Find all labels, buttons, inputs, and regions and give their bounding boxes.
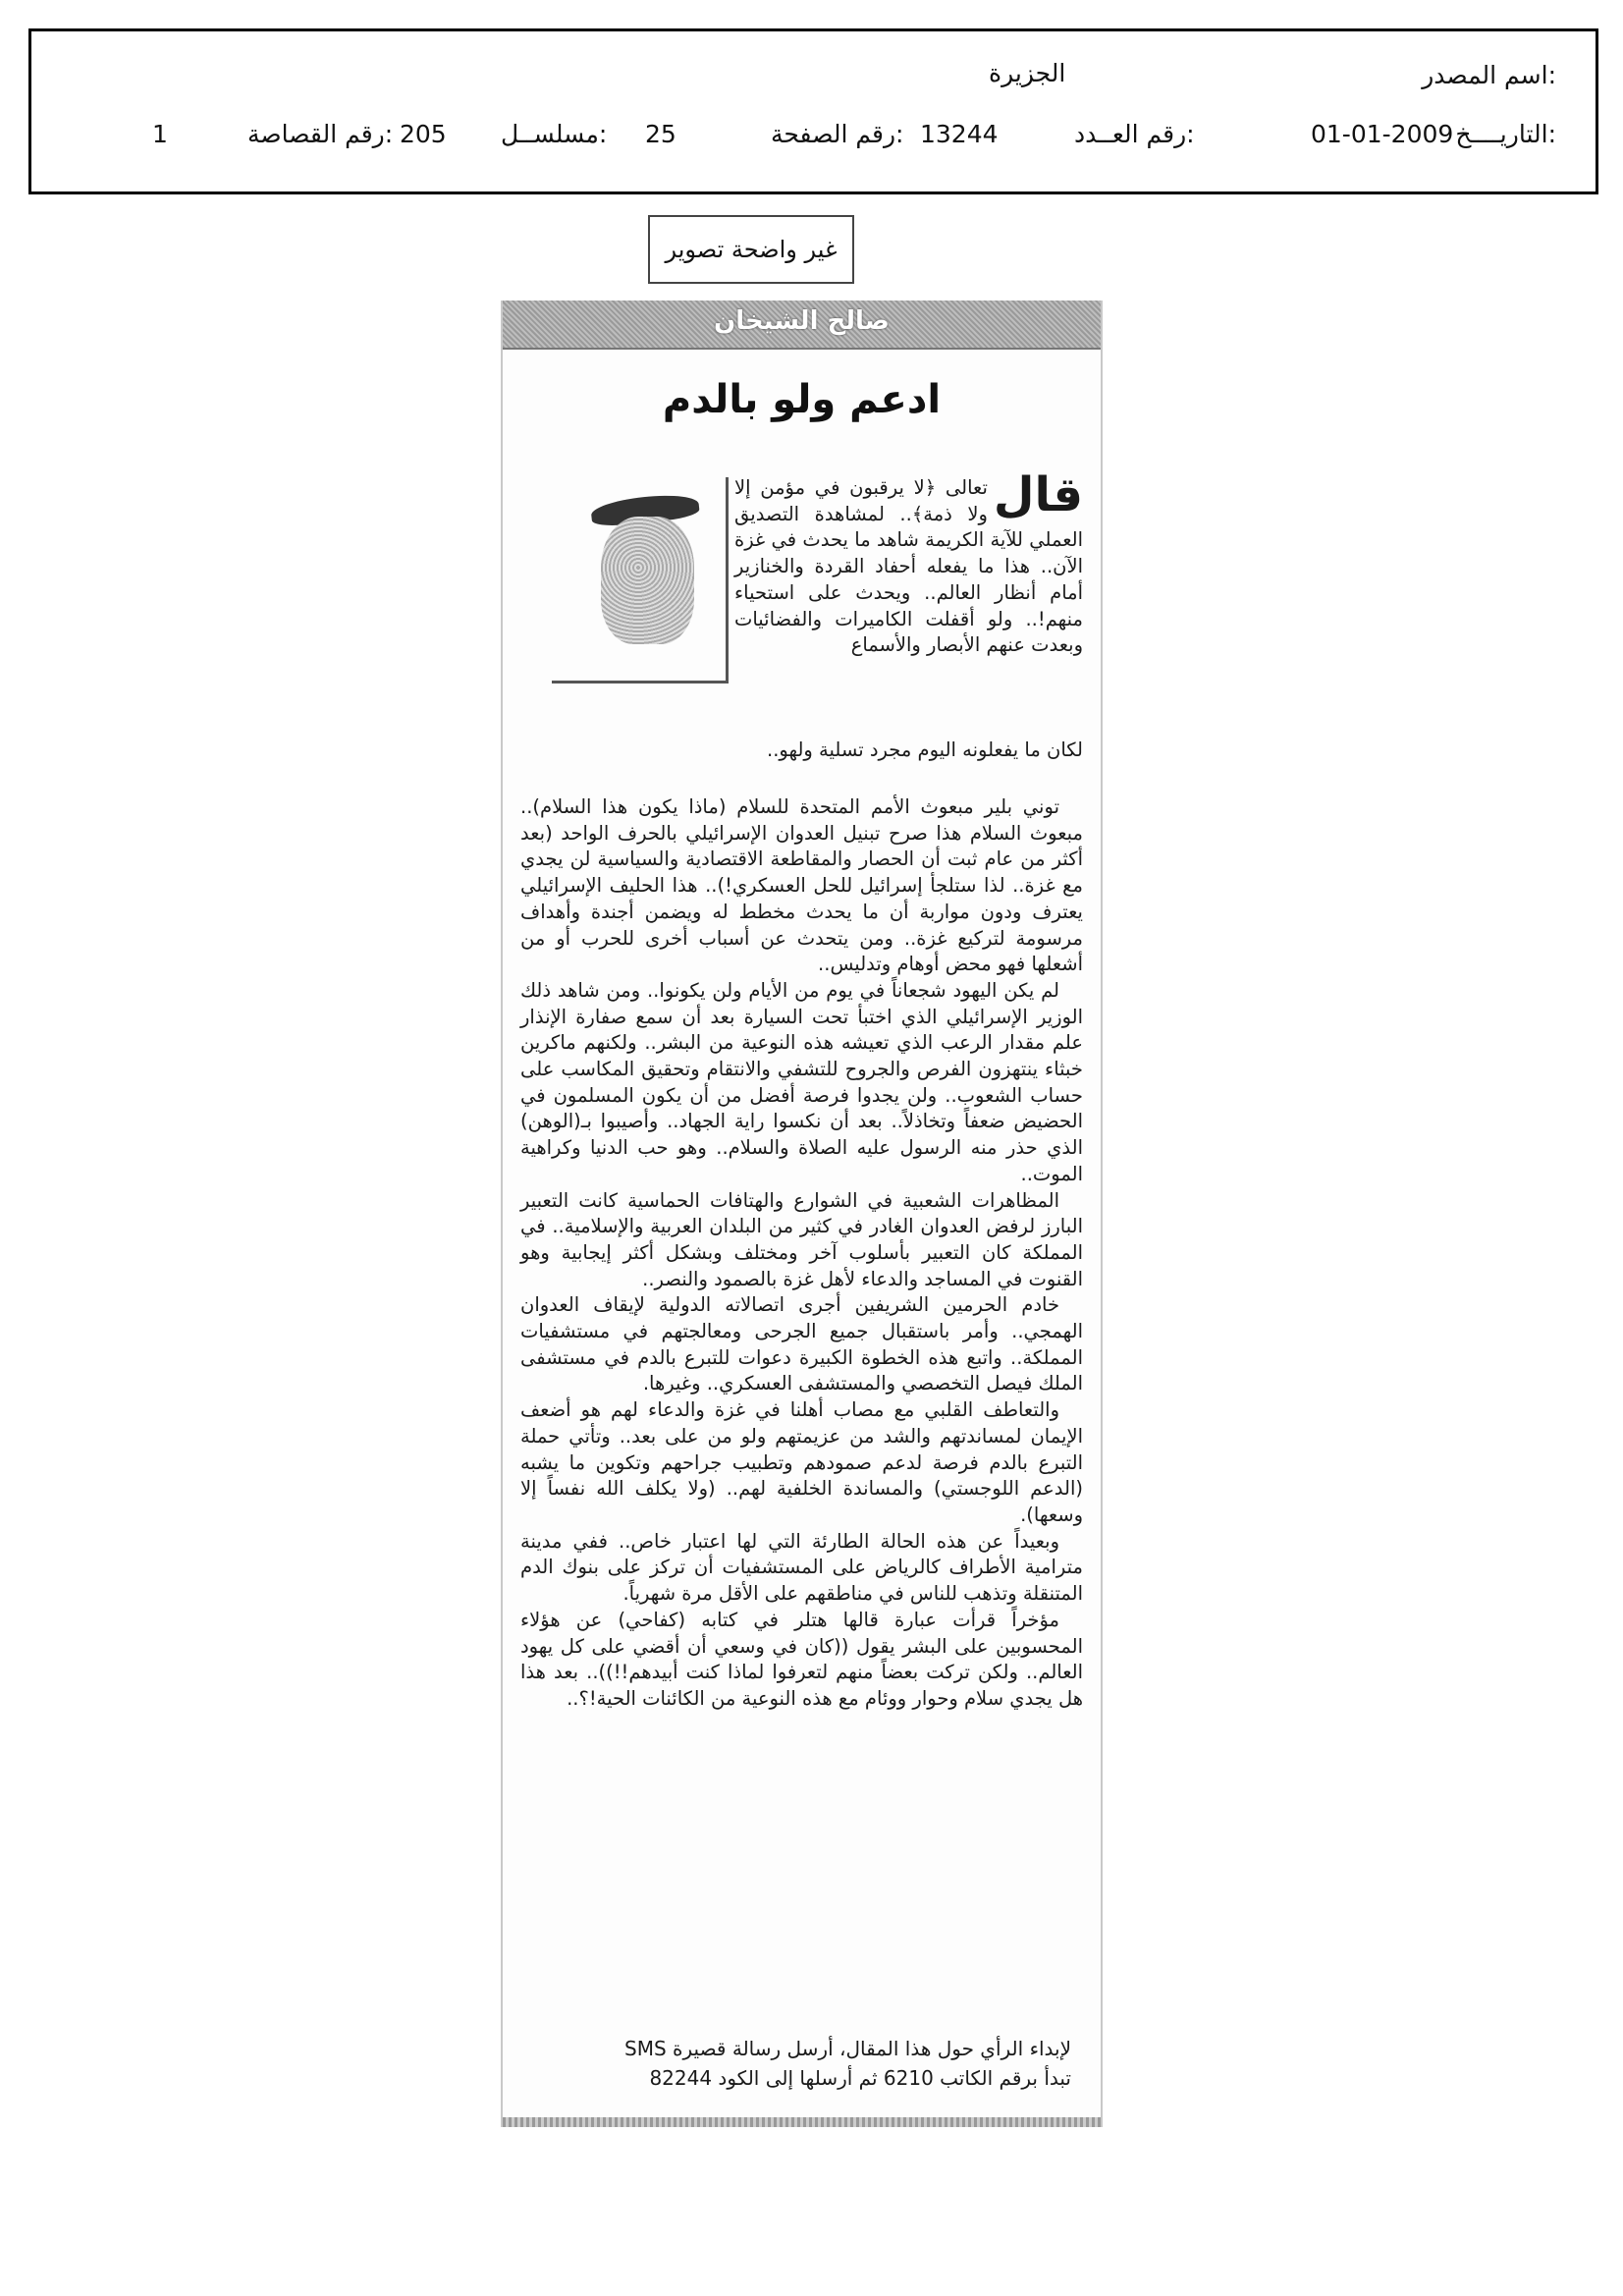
date-label: التاريــــخ: — [1455, 120, 1556, 148]
clipping-info-box — [28, 28, 1598, 194]
page-value: 25 — [645, 120, 676, 148]
paragraph: المظاهرات الشعبية في الشوارع والهتافات الحماسية كانت التعبير البارز لرفض العدوان الغادر في كثير من البلدان العربية والإسلامية.. في المملكة كان التعبير بأسلوب آخر ومختلف وبشكل أكثر إيجابية وهو القنوت في المساجد والدعاء لأهل غزة بالصمود والنصر.. — [520, 1188, 1083, 1290]
byline-bar — [503, 301, 1101, 350]
newspaper-clipping — [501, 301, 1103, 2127]
source-label: اسم المصدر: — [1422, 61, 1556, 89]
lead-paragraph — [734, 467, 1083, 659]
bottom-rule — [503, 2117, 1101, 2127]
sms-footer-line: تبدأ برقم الكاتب 6210 ثم أرسلها إلى الكود 82244 — [649, 2066, 1071, 2090]
paragraph: مؤخراً قرأت عبارة قالها هتلر في كتابه (كفاحي) عن هؤلاء المحسوبين على البشر يقول ((كان في وسعي أن أقضي على كل يهود العالم.. ولكن تركت بعضاً منهم لتعرفوا لماذا كنت أبيدهم!!)).. بعد هذا هل يجدي سلام وحوار ووئام مع هذه النوعية من الكائنات الحية!؟.. — [520, 1608, 1083, 1710]
paragraph: لم يكن اليهود شجعاناً في يوم من الأيام ولن يكونوا.. ومن شاهد ذلك الوزير الإسرائيلي الذي اختبأ تحت السيارة بعد أن سمع صفارة الإنذار علم مقدار الرعب الذي تعيشه هذه النوعية من البشر.. ولكنهم ماكرين خبثاء ينتهزون الفرص والجروح للتشفي والانتقام وتحقيق المكاسب على حساب الشعوب.. ولن يجدوا فرصة أفضل من أن يكون المسلمون في الحضيض ضعفاً وتخاذلاً.. بعد أن نكسوا راية الجهاد.. وأصيبوا بـ(الوهن) الذي حذر منه الرسول عليه الصلاة والسلام.. وهو حب الدنيا وكراهية الموت.. — [520, 978, 1083, 1185]
lead-word: قال — [993, 467, 1083, 522]
author-face-shape — [601, 517, 694, 644]
clip-label: رقم القصاصة: — [247, 120, 394, 148]
serial-label: مسلســل: — [501, 120, 608, 148]
article-body — [520, 794, 1083, 1713]
article-headline: ادعم ولو بالدم — [662, 377, 942, 422]
issue-value: 13244 — [920, 120, 999, 148]
serial-value: 205 — [400, 120, 447, 148]
image-quality-note: غير واضحة تصوير — [648, 215, 854, 284]
paragraph: خادم الحرمين الشريفين أجرى اتصالاته الدولية لإيقاف العدوان الهمجي.. وأمر باستقبال جميع الجرحى ومعالجتهم في مستشفيات المملكة.. واتبع هذه الخطوة الكبيرة دعوات للتبرع بالدم في مستشفى الملك فيصل التخصصي والمستشفى العسكري.. وغيرها. — [520, 1293, 1083, 1395]
date-value: 01-01-2009 — [1311, 120, 1454, 148]
issue-label: رقم العــدد: — [1074, 120, 1195, 148]
lead-paragraph-end: لكان ما يفعلونه اليوم مجرد تسلية ولهو.. — [767, 738, 1083, 761]
page-label: رقم الصفحة: — [771, 120, 904, 148]
sms-footer-line: لإبداء الرأي حول هذا المقال، أرسل رسالة قصيرة SMS — [624, 2037, 1071, 2060]
sms-footer — [532, 2034, 1071, 2093]
lead-text: تعالى ﴿لا يرقبون في مؤمن إلا ولا ذمة﴾.. لمشاهدة التصديق العملي للآية الكريمة شاهد ما يحدث في غزة الآن.. هذا ما يفعله أحفاد القردة والخنازير أمام أنظار العالم.. ويحدث على استحياء منهم!.. ولو أقفلت الكاميرات والفضائيات وبعدت عنهم الأبصار والأسماع — [734, 476, 1083, 657]
clip-value: 1 — [152, 120, 168, 148]
paragraph: والتعاطف القلبي مع مصاب أهلنا في غزة والدعاء لهم هو أضعف الإيمان لمساندتهم والشد من عزيمتهم ولو من على بعد.. وتأتي حملة التبرع بالدم فرصة لدعم صمودهم وتطبيب جراحهم وتكوين ما يشبه (الدعم اللوجستي) والمساندة الخلفية لهم.. (ولا يكلف الله نفساً إلا وسعها). — [520, 1398, 1083, 1526]
paragraph: وبعيداً عن هذه الحالة الطارئة التي لها اعتبار خاص.. ففي مدينة مترامية الأطراف كالرياض على المستشفيات أن تركز على بنوك الدم المتنقلة وتذهب للناس في مناطقهم على الأقل مرة شهرياً. — [520, 1529, 1083, 1606]
author-photo — [552, 477, 729, 683]
author-name: صالح الشيخان — [714, 306, 890, 336]
source-value: الجزيرة — [989, 59, 1066, 87]
paragraph: توني بلير مبعوث الأمم المتحدة للسلام (ماذا يكون هذا السلام).. مبعوث السلام هذا صرح تبنيل العدوان الإسرائيلي بالحرف الواحد (بعد أكثر من عام ثبت أن الحصار والمقاطعة الاقتصادية والسياسية لن يجدي مع غزة.. لذا ستلجأ إسرائيل للحل العسكري!).. هذا الحليف الإسرائيلي يعترف ودون مواربة أن ما يحدث مخطط له ويضمن أجندة وأهداف مرسومة لتركيع غزة.. ومن يتحدث عن أسباب أخرى للحرب أو من أشعلها فهو محض أوهام وتدليس.. — [520, 795, 1083, 976]
